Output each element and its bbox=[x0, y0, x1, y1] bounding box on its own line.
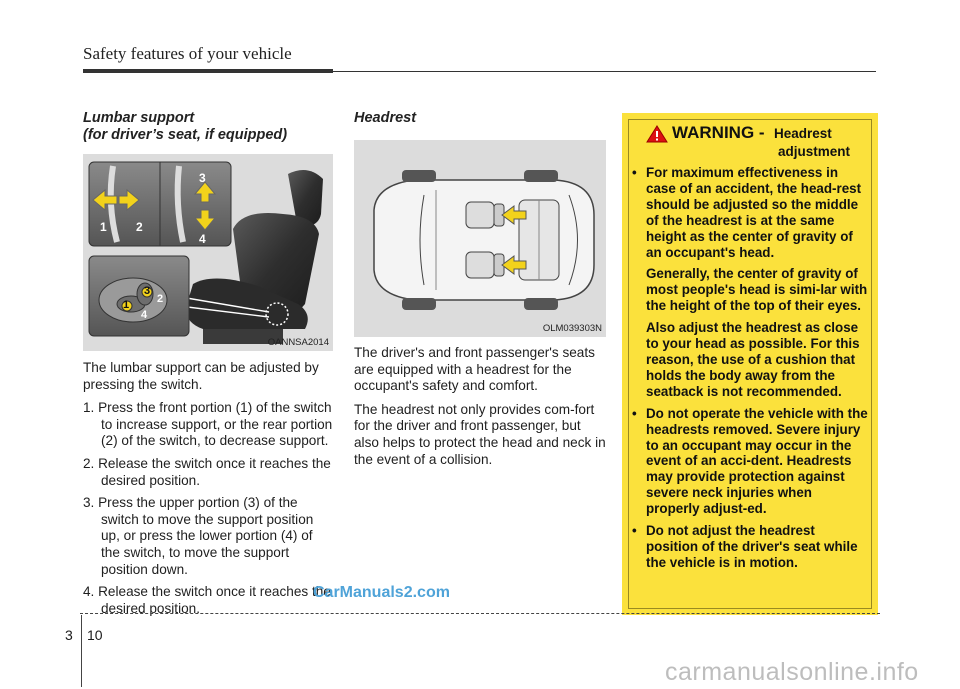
headrest-figure-code: OLM039303N bbox=[542, 323, 602, 334]
lumbar-steps bbox=[83, 400, 333, 617]
warning-item-1-para-3: Also adjust the headrest as close to your head as possible. For this reason, the use of a cushion that holds the body away from the seatback is not recommended. bbox=[646, 320, 860, 399]
warning-triangle-icon bbox=[646, 125, 668, 143]
warning-item-3 bbox=[632, 523, 869, 571]
headrest-heading: Headrest bbox=[354, 110, 417, 126]
lumbar-switch-label-3: 3 bbox=[144, 285, 151, 297]
warning-item-1-para-1: For maximum effectiveness in case of an accident, the head-rest should be adjusted so the middle of the headrest is at the same height as the center of gravity of an occupant's head. bbox=[646, 165, 862, 260]
lumbar-figure-label-3: 3 bbox=[199, 171, 206, 185]
lumbar-step-4: 4. Release the switch once it reaches the desired position. bbox=[83, 584, 331, 616]
lumbar-figure-label-1: 1 bbox=[100, 220, 107, 234]
warning-word: WARNING - bbox=[672, 123, 765, 142]
headrest-section bbox=[354, 110, 606, 475]
lumbar-figure-label-4: 4 bbox=[199, 232, 206, 246]
headrest-para-2: The headrest not only provides com-fort for the driver and front passenger, but also helps to protect the head and neck in the event of a collision. bbox=[354, 401, 606, 467]
lumbar-step-3: 3. Press the upper portion (3) of the switch to move the support position up, or press the lower portion (4) of the switch, to move the support position down. bbox=[83, 495, 314, 577]
lumbar-step-1: 1. Press the front portion (1) of the switch to increase support, or the rear portion (2) of the switch, to decrease support. bbox=[83, 400, 333, 449]
lumbar-heading-line1: Lumbar support bbox=[83, 110, 195, 126]
lumbar-figure bbox=[83, 154, 333, 351]
warning-list bbox=[632, 165, 869, 577]
header-rule-accent bbox=[83, 69, 333, 73]
watermark-carmanualsonline: carmanualsonline.info bbox=[665, 658, 919, 686]
page-header-title: Safety features of your vehicle bbox=[83, 44, 292, 63]
lumbar-figure-label-2: 2 bbox=[136, 220, 143, 234]
car-topview-illustration bbox=[354, 140, 606, 337]
lumbar-heading bbox=[83, 110, 333, 144]
lumbar-support-section bbox=[83, 110, 333, 623]
bullet-icon: • bbox=[632, 165, 637, 180]
warning-item-3-text: Do not adjust the headrest position of the driver's seat while the vehicle is in motion. bbox=[646, 523, 858, 570]
headrest-figure bbox=[354, 140, 606, 337]
page-section-number: 3 bbox=[65, 627, 73, 643]
lumbar-intro: The lumbar support can be adjusted by pressing the switch. bbox=[83, 360, 319, 392]
page-number-divider bbox=[81, 615, 82, 687]
warning-item-1 bbox=[632, 165, 869, 400]
footer-rule bbox=[80, 613, 880, 614]
lumbar-switch-label-1: 1 bbox=[123, 299, 130, 311]
warning-box bbox=[622, 113, 878, 615]
bullet-icon: • bbox=[632, 405, 637, 421]
lumbar-switch-label-2: 2 bbox=[157, 293, 164, 305]
lumbar-switch-label-4: 4 bbox=[141, 309, 148, 321]
warning-subject-line1: Headrest bbox=[774, 126, 832, 141]
watermark-carmanuals2: CarManuals2.com bbox=[313, 584, 450, 601]
warning-item-1-para-2: Generally, the center of gravity of most people's head is simi-lar with the height of the top of their eyes. bbox=[646, 266, 868, 314]
lumbar-step-2: 2. Release the switch once it reaches the desired position. bbox=[83, 455, 331, 488]
lumbar-heading-line2: (for driver’s seat, if equipped) bbox=[83, 127, 288, 143]
warning-item-2-text: Do not operate the vehicle with the headrests removed. Severe injury to an occupant may occur in the event of an acci-dent. Headrests may provide protection against severe neck injuries when properly adjust-ed. bbox=[646, 405, 868, 517]
lumbar-figure-code: OANNSA2014 bbox=[267, 337, 329, 348]
warning-item-2 bbox=[632, 406, 869, 517]
warning-subject-line2: adjustment bbox=[778, 144, 851, 159]
page-number: 10 bbox=[87, 627, 103, 643]
lumbar-seat-illustration bbox=[83, 154, 333, 351]
bullet-icon: • bbox=[632, 523, 637, 539]
headrest-para-1: The driver's and front passenger's seats are equipped with a headrest for the occupant's safety and comfort. bbox=[354, 345, 595, 394]
